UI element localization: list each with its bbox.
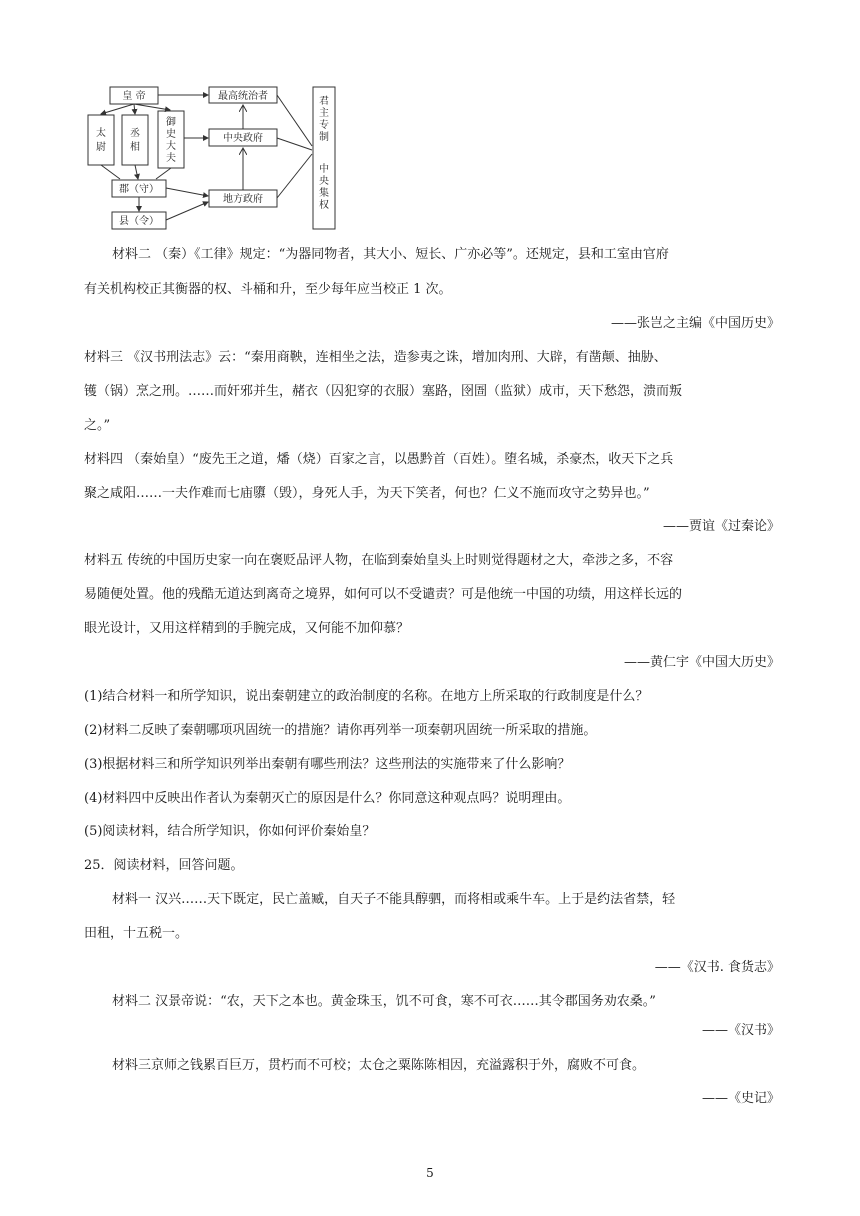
material-5-source: ——黄仁宇《中国大历史》	[623, 655, 780, 670]
material-5-line-1: 材料五 传统的中国历史家一向在褒贬品评人物，在临到秦始皇头上时则觉得题材之大，牵涉之多，不容	[84, 553, 674, 568]
local-label: 地方政府	[223, 194, 263, 205]
xian-label: 县（令）	[119, 216, 159, 227]
problem-25-title: 25．阅读材料，回答问题。	[84, 858, 244, 873]
side-top-char-1: 君	[319, 96, 329, 107]
question-5: (5)阅读材料，结合所学知识，你如何评价秦始皇？	[84, 824, 376, 839]
question-4: (4)材料四中反映出作者认为秦朝灭亡的原因是什么？你同意这种观点吗？说明理由。	[84, 791, 571, 806]
material-2-line-2: 有关机构校正其衡器的权、斗桶和升，至少每年应当校正 1 次。	[84, 282, 452, 297]
chengxiang-char-1: 丞	[130, 128, 140, 139]
material-5-line-2: 易随便处置。他的残酷无道达到离奇之境界，如何可以不受谴责？可是他统一中国的功绩，用这样长远的	[84, 587, 683, 602]
material-2-line-1: 材料二 （秦）《工律》规定：“为器同物者，其大小、短长、广亦必等”。还规定，县和工室由官府	[112, 247, 669, 262]
side-bottom-char-3: 集	[319, 188, 329, 199]
side-top-char-2: 主	[319, 108, 329, 119]
material-3-line-3: 之。”	[84, 418, 111, 433]
question-1: (1)结合材料一和所学知识，说出秦朝建立的政治制度的名称。在地方上所采取的行政制度是什么？	[84, 689, 649, 704]
side-bottom-char-4: 权	[319, 200, 329, 211]
emperor-label: 皇 帝	[122, 91, 146, 102]
question-3: (3)根据材料三和所学知识列举出秦朝有哪些刑法？这些刑法的实施带来了什么影响？	[84, 757, 571, 772]
han-material-2-source: ——《汉书》	[701, 1023, 780, 1038]
yushidafu-char-4: 夫	[166, 153, 176, 164]
side-top-char-3: 专	[319, 120, 329, 131]
material-5-line-3: 眼光设计，又用这样精到的手腕完成，又何能不加仰慕？	[84, 621, 410, 636]
yushidafu-char-2: 史	[166, 129, 176, 140]
yushidafu-char-3: 大	[166, 141, 176, 152]
han-material-1-line-2: 田租，十五税一。	[84, 926, 189, 941]
side-top-char-4: 制	[319, 132, 329, 143]
taiwei-char-2: 尉	[96, 142, 106, 153]
yushidafu-char-1: 御	[166, 117, 176, 128]
question-2: (2)材料二反映了秦朝哪项巩固统一的措施？请你再列举一项秦朝巩固统一所采取的措施。	[84, 723, 597, 738]
material-3-line-2: 镬（锅）烹之刑。……而奸邪并生，赭衣（囚犯穿的衣服）塞路，囹圄（监狱）成市，天下愁怨，溃而叛	[84, 384, 683, 399]
han-material-1-source: ——《汉书. 食货志》	[654, 960, 780, 975]
page-number: 5	[426, 1166, 434, 1180]
material-4-source: ——贾谊《过秦论》	[662, 519, 780, 534]
qin-political-structure-diagram	[86, 84, 338, 234]
han-material-1-line-1: 材料一 汉兴……天下既定，民亡盖臧，自天子不能具醇驷，而将相或乘牛车。上于是约法省禁，轻	[112, 892, 676, 907]
side-bottom-char-1: 中	[319, 164, 329, 175]
material-4-line-1: 材料四 （秦始皇）“废先王之道，燔（烧）百家之言，以愚黔首（百姓）。堕名城，杀豪杰，收天下之兵	[84, 452, 674, 467]
chengxiang-char-2: 相	[130, 142, 140, 153]
material-2-source: ——张岂之主编《中国历史》	[610, 316, 780, 331]
material-4-line-2: 聚之咸阳……一夫作难而七庙隳（毁），身死人手，为天下笑者，何也？仁义不施而攻守之势异也。”	[84, 486, 650, 501]
side-bottom-char-2: 央	[319, 176, 329, 187]
han-material-3-source: ——《史记》	[701, 1091, 780, 1106]
chengxiang-box	[122, 115, 148, 165]
han-material-3-line-1: 材料三京师之钱累百巨万，贯朽而不可校；太仓之粟陈陈相因，充溢露积于外，腐败不可食。	[112, 1058, 646, 1073]
taiwei-char-1: 太	[96, 128, 106, 139]
central-label: 中央政府	[223, 133, 263, 144]
han-material-2-line-1: 材料二 汉景帝说：“农，天下之本也。黄金珠玉，饥不可食，寒不可衣……其令郡国务劝农桑。”	[112, 994, 656, 1009]
taiwei-box	[88, 115, 114, 165]
material-3-line-1: 材料三 《汉书刑法志》云：“秦用商鞅，连相坐之法，造参夷之诛，增加肉刑、大辟，有凿颠、抽胁、	[84, 350, 667, 365]
supreme-label: 最高统治者	[218, 91, 268, 102]
jun-label: 郡（守）	[119, 184, 159, 195]
